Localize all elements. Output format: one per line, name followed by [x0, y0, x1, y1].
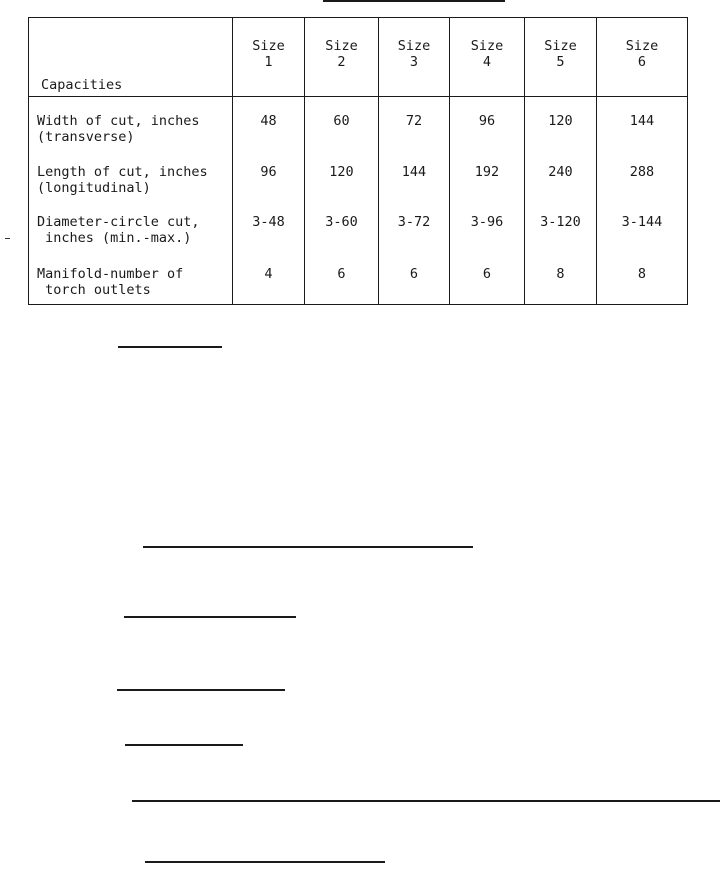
table-cell: 3-60 [305, 212, 379, 264]
table-cell: 72 [379, 97, 450, 163]
redacted-heading-rule-1 [118, 346, 222, 348]
table-cell: 96 [233, 162, 305, 212]
redacted-heading-rule-7 [145, 861, 385, 863]
capacities-header: Capacities [29, 18, 233, 97]
table-cell: 8 [597, 264, 688, 305]
row-label: Width of cut, inches (transverse) [29, 97, 233, 163]
row-label: Length of cut, inches (longitudinal) [29, 162, 233, 212]
table-header-row [29, 18, 688, 97]
table-cell: 120 [305, 162, 379, 212]
size-header-1: Size 1 [233, 18, 305, 97]
capacities-table [28, 17, 688, 305]
table-cell: 144 [597, 97, 688, 163]
table-row-width-of-cut [29, 97, 688, 163]
table-cell: 120 [525, 97, 597, 163]
table-cell: 3-120 [525, 212, 597, 264]
size-header-5: Size 5 [525, 18, 597, 97]
table-cell: 3-96 [450, 212, 525, 264]
table-cell: 3-72 [379, 212, 450, 264]
table-cell: 96 [450, 97, 525, 163]
redacted-heading-rule-3 [124, 616, 296, 618]
table-cell: 6 [305, 264, 379, 305]
table-cell: 8 [525, 264, 597, 305]
redacted-heading-rule-5 [125, 744, 243, 746]
table-cell: 240 [525, 162, 597, 212]
table-cell: 288 [597, 162, 688, 212]
margin-tick-mark [5, 238, 10, 239]
table-row-manifold-outlets [29, 264, 688, 305]
table-cell: 6 [450, 264, 525, 305]
size-header-4: Size 4 [450, 18, 525, 97]
row-label: Diameter-circle cut, inches (min.-max.) [29, 212, 233, 264]
table-cell: 4 [233, 264, 305, 305]
size-header-3: Size 3 [379, 18, 450, 97]
table-row-length-of-cut [29, 162, 688, 212]
table-cell: 192 [450, 162, 525, 212]
redacted-title-rule [323, 0, 505, 2]
table-cell: 3-144 [597, 212, 688, 264]
table-cell: 144 [379, 162, 450, 212]
table-cell: 6 [379, 264, 450, 305]
redacted-heading-rule-2 [143, 546, 473, 548]
table-cell: 48 [233, 97, 305, 163]
table-cell: 60 [305, 97, 379, 163]
redacted-heading-rule-4 [117, 689, 285, 691]
size-header-2: Size 2 [305, 18, 379, 97]
size-header-6: Size 6 [597, 18, 688, 97]
row-label: Manifold-number of torch outlets [29, 264, 233, 305]
table-row-diameter-circle-cut [29, 212, 688, 264]
redacted-heading-rule-6 [132, 800, 720, 802]
table-cell: 3-48 [233, 212, 305, 264]
